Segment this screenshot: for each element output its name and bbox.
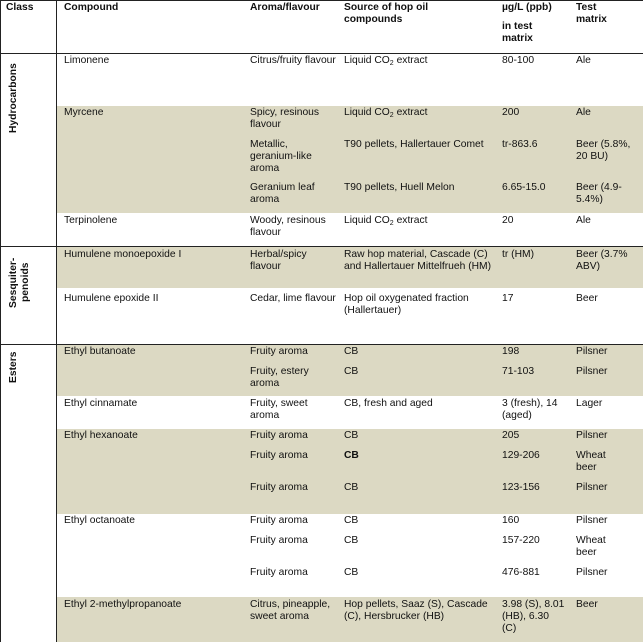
source-ethyl-hexanoate-2: CB xyxy=(344,450,359,461)
conc-myrcene-1: 200 xyxy=(502,107,520,118)
aroma-ethyl-2-methylpropanoate: Citrus, pineapple, sweet aroma xyxy=(250,599,331,622)
matrix-ethyl-cinnamate: Lager xyxy=(576,398,603,409)
source-ethyl-butanoate-1: CB xyxy=(344,346,359,357)
aroma-ethyl-hexanoate-3: Fruity aroma xyxy=(250,482,308,493)
header-conc-line1: µg/L (ppb) xyxy=(502,2,552,13)
conc-ethyl-hexanoate-2: 129-206 xyxy=(502,450,540,461)
compound-humulene-monoepoxide: Humulene monoepoxide I xyxy=(64,249,182,260)
matrix-ethyl-2-methylpropanoate: Beer xyxy=(576,599,598,610)
header-test-line1: Test xyxy=(576,2,597,13)
aroma-ethyl-butanoate-2: Fruity, estery aroma xyxy=(250,366,309,389)
header-conc-line2: in test xyxy=(502,21,533,32)
matrix-limonene: Ale xyxy=(576,55,591,66)
header-class: Class xyxy=(6,2,34,13)
compound-ethyl-cinnamate: Ethyl cinnamate xyxy=(64,398,138,409)
conc-ethyl-hexanoate-1: 205 xyxy=(502,430,520,441)
source-myrcene-3: T90 pellets, Huell Melon xyxy=(344,182,455,193)
compound-ethyl-2-methylpropanoate: Ethyl 2-methylpropanoate xyxy=(64,599,182,610)
conc-humulene-epoxide: 17 xyxy=(502,293,514,304)
header-source-line1: Source of hop oil xyxy=(344,2,429,13)
conc-ethyl-octanoate-2: 157-220 xyxy=(502,535,540,546)
source-humulene-monoepoxide: Raw hop material, Cascade (C) and Hallertauer Mittelfrueh (HM) xyxy=(344,249,492,272)
header-compound: Compound xyxy=(64,2,119,13)
source-ethyl-hexanoate-1: CB xyxy=(344,430,359,441)
matrix-humulene-epoxide: Beer xyxy=(576,293,598,304)
aroma-ethyl-octanoate-1: Fruity aroma xyxy=(250,515,308,526)
aroma-ethyl-butanoate-1: Fruity aroma xyxy=(250,346,308,357)
compound-ethyl-hexanoate: Ethyl hexanoate xyxy=(64,430,138,441)
aroma-ethyl-octanoate-2: Fruity aroma xyxy=(250,535,308,546)
source-myrcene-1: Liquid $CO_2$ extract xyxy=(344,107,428,119)
source-ethyl-2-methylpropanoate: Hop pellets, Saaz (S), Cascade (C), Hersbrucker (HB) xyxy=(344,599,488,622)
conc-myrcene-2: tr-863.6 xyxy=(502,139,538,150)
compound-limonene: Limonene xyxy=(64,55,110,66)
matrix-myrcene-2: Beer (5.8%, 20 BU) xyxy=(576,139,631,162)
conc-limonene: 80-100 xyxy=(502,55,535,66)
aroma-ethyl-octanoate-3: Fruity aroma xyxy=(250,567,308,578)
source-ethyl-hexanoate-3: CB xyxy=(344,482,359,493)
class-divider-sesquiterpenoids xyxy=(0,344,643,345)
header-rule xyxy=(0,53,643,54)
matrix-ethyl-octanoate-3: Pilsner xyxy=(576,567,608,578)
compound-ethyl-butanoate: Ethyl butanoate xyxy=(64,346,136,357)
table-top-rule xyxy=(0,0,643,1)
conc-ethyl-butanoate-2: 71-103 xyxy=(502,366,535,377)
aroma-humulene-monoepoxide: Herbal/spicy flavour xyxy=(250,249,307,272)
conc-humulene-monoepoxide: tr (HM) xyxy=(502,249,535,260)
class-label-hydrocarbons: Hydrocarbons xyxy=(8,63,19,133)
aroma-myrcene-2: Metallic, geranium-like aroma xyxy=(250,139,312,174)
compound-humulene-epoxide: Humulene epoxide II xyxy=(64,293,159,304)
header-conc-line3: matrix xyxy=(502,33,533,44)
conc-ethyl-hexanoate-3: 123-156 xyxy=(502,482,540,493)
source-ethyl-butanoate-2: CB xyxy=(344,366,359,377)
conc-ethyl-butanoate-1: 198 xyxy=(502,346,520,357)
header-source-line2: compounds xyxy=(344,14,403,25)
source-ethyl-octanoate-2: CB xyxy=(344,535,359,546)
table-left-rule xyxy=(0,0,1,642)
band-myrcene xyxy=(57,106,643,213)
aroma-humulene-epoxide: Cedar, lime flavour xyxy=(250,293,336,304)
matrix-ethyl-hexanoate-1: Pilsner xyxy=(576,430,608,441)
class-divider-hydrocarbons xyxy=(0,246,643,247)
aroma-limonene: Citrus/fruity flavour xyxy=(250,55,336,66)
source-ethyl-octanoate-1: CB xyxy=(344,515,359,526)
conc-ethyl-octanoate-1: 160 xyxy=(502,515,520,526)
matrix-ethyl-butanoate-2: Pilsner xyxy=(576,366,608,377)
source-myrcene-2: T90 pellets, Hallertauer Comet xyxy=(344,139,484,150)
matrix-terpinolene: Ale xyxy=(576,215,591,226)
aroma-ethyl-cinnamate: Fruity, sweet aroma xyxy=(250,398,308,421)
aroma-ethyl-hexanoate-2: Fruity aroma xyxy=(250,450,308,461)
class-label-sesquiterpenoids-line1: Sesquiter- xyxy=(8,257,19,308)
matrix-ethyl-butanoate-1: Pilsner xyxy=(576,346,608,357)
matrix-ethyl-hexanoate-3: Pilsner xyxy=(576,482,608,493)
matrix-ethyl-octanoate-1: Pilsner xyxy=(576,515,608,526)
conc-ethyl-cinnamate: 3 (fresh), 14 (aged) xyxy=(502,398,558,421)
conc-ethyl-octanoate-3: 476-881 xyxy=(502,567,540,578)
compound-terpinolene: Terpinolene xyxy=(64,215,118,226)
header-aroma: Aroma/flavour xyxy=(250,2,320,13)
class-label-sesquiterpenoids-line2: penoids xyxy=(20,262,31,302)
aroma-myrcene-3: Geranium leaf aroma xyxy=(250,182,315,205)
matrix-myrcene-3: Beer (4.9-5.4%) xyxy=(576,182,622,205)
source-ethyl-cinnamate: CB, fresh and aged xyxy=(344,398,433,409)
header-test-line2: matrix xyxy=(576,14,607,25)
matrix-humulene-monoepoxide: Beer (3.7% ABV) xyxy=(576,249,628,272)
source-humulene-epoxide: Hop oil oxygenated fraction (Hallertauer) xyxy=(344,293,469,316)
compound-myrcene: Myrcene xyxy=(64,107,104,118)
aroma-myrcene-1: Spicy, resinous flavour xyxy=(250,107,320,130)
source-ethyl-octanoate-3: CB xyxy=(344,567,359,578)
compound-ethyl-octanoate: Ethyl octanoate xyxy=(64,515,135,526)
aroma-terpinolene: Woody, resinous flavour xyxy=(250,215,326,238)
source-limonene: Liquid $CO_2$ extract xyxy=(344,55,428,67)
class-label-esters: Esters xyxy=(8,351,19,383)
conc-myrcene-3: 6.65-15.0 xyxy=(502,182,546,193)
aroma-ethyl-hexanoate-1: Fruity aroma xyxy=(250,430,308,441)
source-terpinolene: Liquid $CO_2$ extract xyxy=(344,215,428,227)
matrix-ethyl-hexanoate-2: Wheat beer xyxy=(576,450,606,473)
conc-ethyl-2-methylpropanoate: 3.98 (S), 8.01 (HB), 6.30 (C) xyxy=(502,599,565,634)
conc-terpinolene: 20 xyxy=(502,215,514,226)
class-column-rule xyxy=(56,0,57,642)
matrix-ethyl-octanoate-2: Wheat beer xyxy=(576,535,606,558)
matrix-myrcene-1: Ale xyxy=(576,107,591,118)
